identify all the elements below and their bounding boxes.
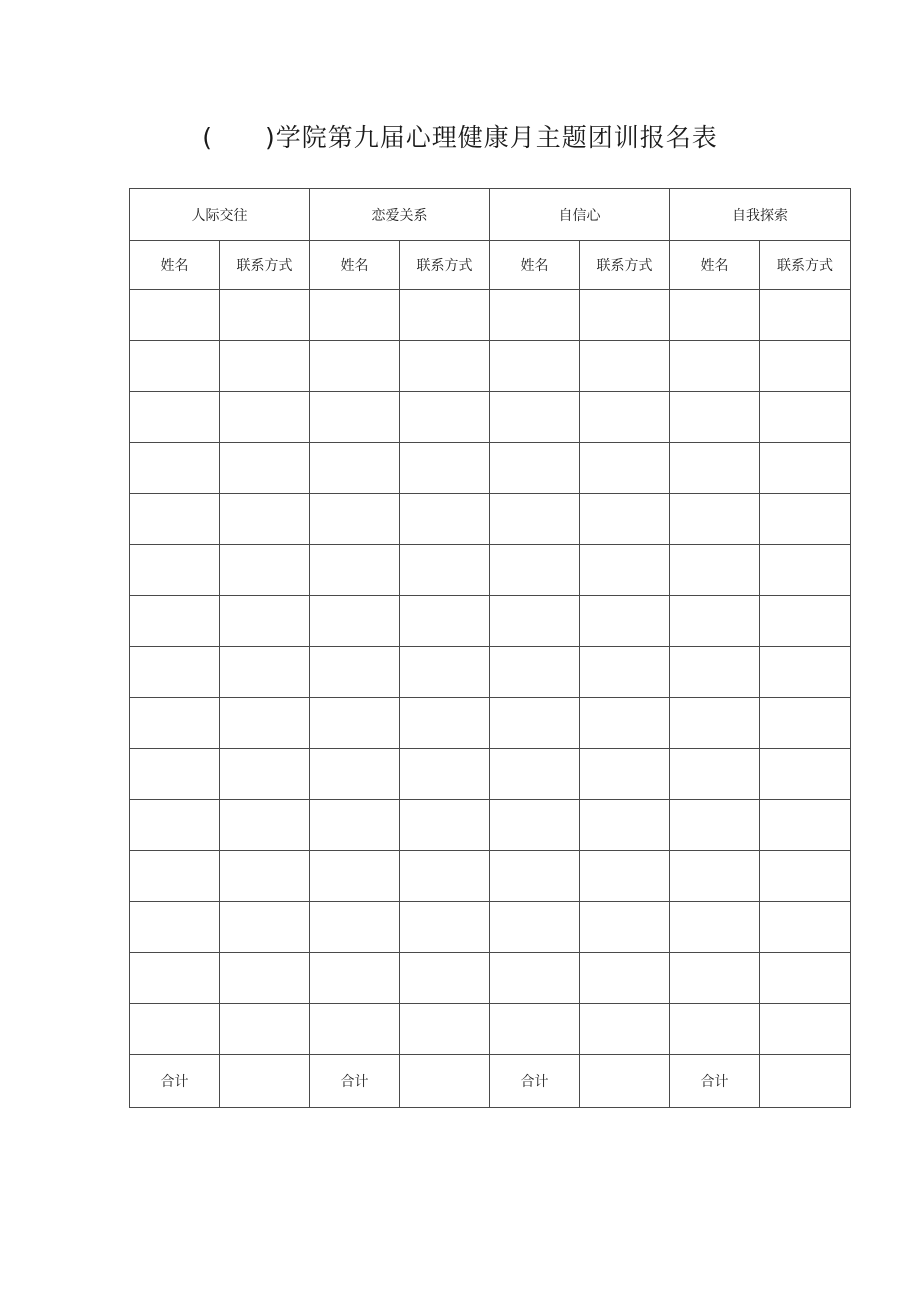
contact-entry-cell[interactable]	[760, 290, 851, 341]
name-entry-cell[interactable]	[670, 494, 760, 545]
contact-entry-cell[interactable]	[220, 494, 310, 545]
total-value-cell[interactable]	[220, 1055, 310, 1108]
entry-row	[130, 800, 851, 851]
group-header-interpersonal: 人际交往	[130, 189, 310, 241]
name-entry-cell[interactable]	[130, 290, 220, 341]
contact-entry-cell[interactable]	[580, 698, 670, 749]
contact-entry-cell[interactable]	[220, 596, 310, 647]
contact-column-header: 联系方式	[760, 241, 851, 290]
name-entry-cell[interactable]	[490, 851, 580, 902]
total-label: 合计	[670, 1055, 760, 1108]
name-entry-cell[interactable]	[490, 698, 580, 749]
name-entry-cell[interactable]	[490, 800, 580, 851]
contact-entry-cell[interactable]	[400, 341, 490, 392]
name-entry-cell[interactable]	[130, 647, 220, 698]
name-entry-cell[interactable]	[310, 647, 400, 698]
title-text: 学院第九届心理健康月主题团训报名表	[275, 123, 718, 152]
name-column-header: 姓名	[670, 241, 760, 290]
contact-entry-cell[interactable]	[580, 494, 670, 545]
entry-row	[130, 545, 851, 596]
name-entry-cell[interactable]	[490, 749, 580, 800]
contact-column-header: 联系方式	[400, 241, 490, 290]
contact-entry-cell[interactable]	[400, 545, 490, 596]
entry-row	[130, 1004, 851, 1055]
contact-entry-cell[interactable]	[580, 800, 670, 851]
name-entry-cell[interactable]	[670, 443, 760, 494]
contact-entry-cell[interactable]	[400, 647, 490, 698]
name-entry-cell[interactable]	[490, 953, 580, 1004]
contact-entry-cell[interactable]	[220, 1004, 310, 1055]
total-value-cell[interactable]	[580, 1055, 670, 1108]
name-entry-cell[interactable]	[670, 1004, 760, 1055]
name-entry-cell[interactable]	[130, 800, 220, 851]
contact-entry-cell[interactable]	[220, 392, 310, 443]
contact-entry-cell[interactable]	[760, 800, 851, 851]
contact-entry-cell[interactable]	[220, 647, 310, 698]
contact-entry-cell[interactable]	[760, 596, 851, 647]
group-header-self-exploration: 自我探索	[670, 189, 851, 241]
name-entry-cell[interactable]	[490, 443, 580, 494]
name-entry-cell[interactable]	[310, 290, 400, 341]
subheader-row	[130, 241, 851, 290]
name-entry-cell[interactable]	[310, 800, 400, 851]
contact-entry-cell[interactable]	[580, 545, 670, 596]
contact-entry-cell[interactable]	[580, 443, 670, 494]
name-entry-cell[interactable]	[490, 392, 580, 443]
contact-entry-cell[interactable]	[760, 443, 851, 494]
name-entry-cell[interactable]	[490, 341, 580, 392]
contact-entry-cell[interactable]	[400, 902, 490, 953]
contact-entry-cell[interactable]	[400, 1004, 490, 1055]
contact-entry-cell[interactable]	[760, 698, 851, 749]
contact-entry-cell[interactable]	[580, 953, 670, 1004]
contact-entry-cell[interactable]	[220, 545, 310, 596]
name-entry-cell[interactable]	[670, 545, 760, 596]
entry-row	[130, 341, 851, 392]
contact-entry-cell[interactable]	[760, 749, 851, 800]
entry-row	[130, 647, 851, 698]
total-label: 合计	[130, 1055, 220, 1108]
name-entry-cell[interactable]	[670, 290, 760, 341]
title-close-paren: )	[264, 123, 276, 152]
name-entry-cell[interactable]	[310, 443, 400, 494]
contact-entry-cell[interactable]	[580, 851, 670, 902]
contact-column-header: 联系方式	[220, 241, 310, 290]
contact-entry-cell[interactable]	[580, 902, 670, 953]
contact-entry-cell[interactable]	[580, 647, 670, 698]
name-entry-cell[interactable]	[670, 800, 760, 851]
registration-table	[129, 188, 851, 1108]
entry-row	[130, 494, 851, 545]
entry-row	[130, 443, 851, 494]
group-header-row	[130, 189, 851, 241]
name-entry-cell[interactable]	[670, 698, 760, 749]
contact-entry-cell[interactable]	[400, 596, 490, 647]
contact-entry-cell[interactable]	[760, 392, 851, 443]
contact-entry-cell[interactable]	[400, 698, 490, 749]
name-entry-cell[interactable]	[130, 851, 220, 902]
contact-entry-cell[interactable]	[220, 698, 310, 749]
contact-entry-cell[interactable]	[760, 902, 851, 953]
name-entry-cell[interactable]	[490, 290, 580, 341]
name-entry-cell[interactable]	[130, 392, 220, 443]
contact-entry-cell[interactable]	[400, 443, 490, 494]
name-entry-cell[interactable]	[670, 851, 760, 902]
name-entry-cell[interactable]	[130, 1004, 220, 1055]
name-entry-cell[interactable]	[670, 749, 760, 800]
contact-entry-cell[interactable]	[400, 494, 490, 545]
contact-entry-cell[interactable]	[760, 494, 851, 545]
contact-entry-cell[interactable]	[400, 851, 490, 902]
name-entry-cell[interactable]	[670, 392, 760, 443]
name-entry-cell[interactable]	[490, 1004, 580, 1055]
entry-row	[130, 290, 851, 341]
name-entry-cell[interactable]	[310, 494, 400, 545]
contact-entry-cell[interactable]	[400, 392, 490, 443]
contact-entry-cell[interactable]	[760, 545, 851, 596]
entry-row	[130, 392, 851, 443]
contact-entry-cell[interactable]	[760, 851, 851, 902]
contact-entry-cell[interactable]	[220, 902, 310, 953]
name-entry-cell[interactable]	[130, 902, 220, 953]
name-entry-cell[interactable]	[130, 596, 220, 647]
name-entry-cell[interactable]	[310, 698, 400, 749]
name-column-header: 姓名	[310, 241, 400, 290]
group-header-confidence: 自信心	[490, 189, 670, 241]
name-entry-cell[interactable]	[130, 545, 220, 596]
contact-entry-cell[interactable]	[760, 953, 851, 1004]
contact-entry-cell[interactable]	[580, 1004, 670, 1055]
contact-entry-cell[interactable]	[220, 341, 310, 392]
contact-entry-cell[interactable]	[580, 392, 670, 443]
contact-entry-cell[interactable]	[580, 749, 670, 800]
name-entry-cell[interactable]	[310, 953, 400, 1004]
name-entry-cell[interactable]	[670, 902, 760, 953]
entry-row	[130, 902, 851, 953]
contact-entry-cell[interactable]	[400, 800, 490, 851]
name-entry-cell[interactable]	[130, 749, 220, 800]
name-entry-cell[interactable]	[670, 596, 760, 647]
name-entry-cell[interactable]	[310, 545, 400, 596]
entry-row	[130, 851, 851, 902]
name-entry-cell[interactable]	[130, 341, 220, 392]
contact-entry-cell[interactable]	[220, 749, 310, 800]
form-title	[0, 118, 920, 154]
name-entry-cell[interactable]	[310, 341, 400, 392]
entry-row	[130, 749, 851, 800]
name-entry-cell[interactable]	[490, 647, 580, 698]
contact-entry-cell[interactable]	[400, 749, 490, 800]
contact-entry-cell[interactable]	[220, 290, 310, 341]
contact-entry-cell[interactable]	[400, 290, 490, 341]
name-entry-cell[interactable]	[310, 749, 400, 800]
contact-entry-cell[interactable]	[760, 1004, 851, 1055]
name-entry-cell[interactable]	[670, 341, 760, 392]
name-entry-cell[interactable]	[130, 443, 220, 494]
entry-row	[130, 698, 851, 749]
contact-entry-cell[interactable]	[580, 596, 670, 647]
entry-row	[130, 596, 851, 647]
contact-column-header: 联系方式	[580, 241, 670, 290]
contact-entry-cell[interactable]	[760, 341, 851, 392]
entry-row	[130, 953, 851, 1004]
contact-entry-cell[interactable]	[760, 647, 851, 698]
name-entry-cell[interactable]	[310, 392, 400, 443]
contact-entry-cell[interactable]	[580, 341, 670, 392]
name-entry-cell[interactable]	[130, 698, 220, 749]
name-column-header: 姓名	[130, 241, 220, 290]
name-entry-cell[interactable]	[130, 494, 220, 545]
name-entry-cell[interactable]	[310, 596, 400, 647]
total-label: 合计	[490, 1055, 580, 1108]
contact-entry-cell[interactable]	[220, 443, 310, 494]
contact-entry-cell[interactable]	[220, 953, 310, 1004]
name-entry-cell[interactable]	[670, 953, 760, 1004]
name-entry-cell[interactable]	[490, 902, 580, 953]
contact-entry-cell[interactable]	[580, 290, 670, 341]
name-entry-cell[interactable]	[490, 545, 580, 596]
contact-entry-cell[interactable]	[220, 800, 310, 851]
name-entry-cell[interactable]	[130, 953, 220, 1004]
name-entry-cell[interactable]	[310, 1004, 400, 1055]
group-header-romance: 恋爱关系	[310, 189, 490, 241]
name-entry-cell[interactable]	[490, 494, 580, 545]
contact-entry-cell[interactable]	[400, 953, 490, 1004]
total-row	[130, 1055, 851, 1108]
name-entry-cell[interactable]	[310, 902, 400, 953]
total-label: 合计	[310, 1055, 400, 1108]
name-column-header: 姓名	[490, 241, 580, 290]
name-entry-cell[interactable]	[490, 596, 580, 647]
title-open-paren: (	[202, 123, 213, 152]
contact-entry-cell[interactable]	[220, 851, 310, 902]
total-value-cell[interactable]	[760, 1055, 851, 1108]
name-entry-cell[interactable]	[310, 851, 400, 902]
name-entry-cell[interactable]	[670, 647, 760, 698]
total-value-cell[interactable]	[400, 1055, 490, 1108]
